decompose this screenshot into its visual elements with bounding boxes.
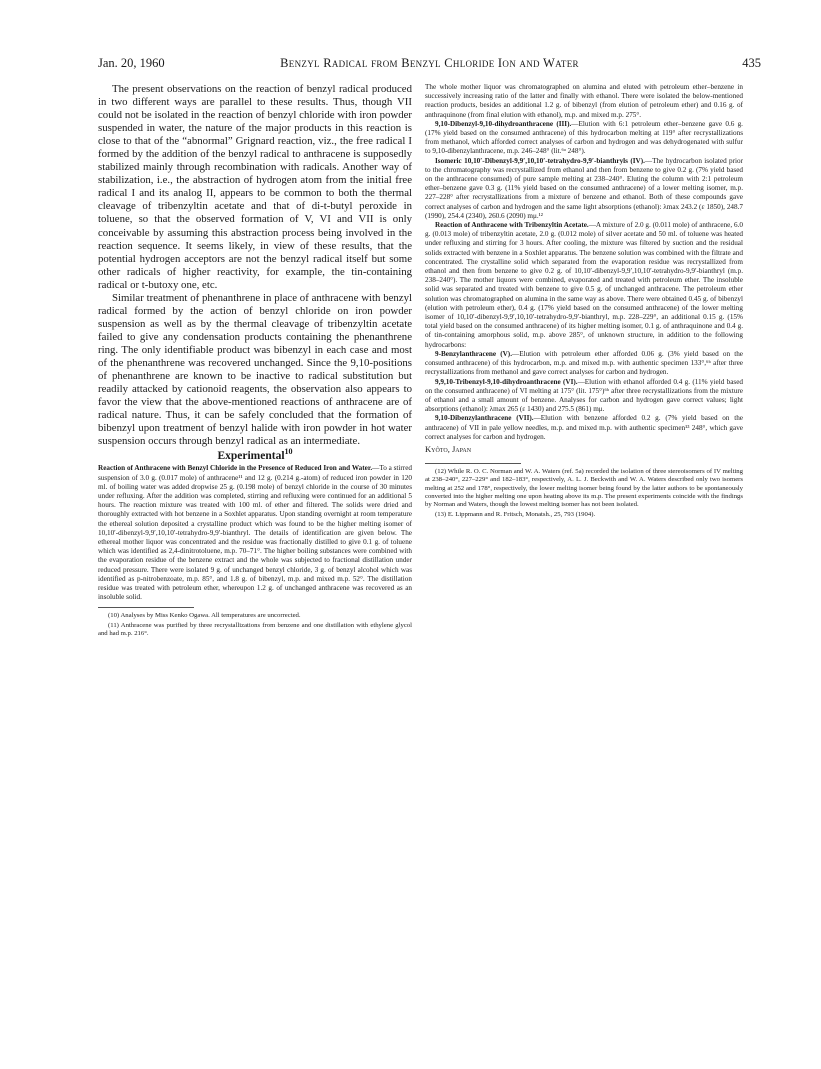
compound-paragraph [425,378,743,415]
compound-paragraph [425,157,743,221]
compound-heading: 9-Benzylanthracene (V). [435,349,512,358]
footnote-divider [98,607,194,608]
experimental-heading-text: Experimental [217,450,285,463]
footnote: (11) Anthracene was purified by three recrystallizations from benzene and one distillation with ethylene glycol and had m.p. 216°. [98,621,412,637]
procedure-paragraph: The whole mother liquor was chromatographed on alumina and eluted with petroleum ether–benzene in successively increasing ratio of the latter and finally with ethanol. There were isolated the below-mentioned reaction products, besides an additional 1.2 g. of bibenzyl (from elution of petroleum ether) and 0.16 g. of anthraquinone (from final elution with ethanol), m.p. and mixed m.p. 275°. [425,83,743,119]
footnotes [425,468,743,519]
procedure-paragraph [425,221,743,350]
procedure-text: —To a stirred suspension of 3.0 g. (0.017 mole) of anthracene¹¹ and 12 g. (0.214 g.-atom) of reduced iron powder in 120 ml. of boiling water was added dropwise 25 g. (0.198 mole) of benzyl chloride in the course of 30 minutes under refluxing. After the addition was completed, stirring and refluxing were continued for an additional 5 hours. The reaction mixture was treated with 100 ml. of ether and filtered. The solids were dried and thoroughly extracted with hot benzene in a Soxhlet apparatus. Upon standing overnight at room temperature the ethereal solution deposited a crystalline product which was found to be the higher melting isomer of 10,10′-dibenzyl-9,9′,10,10′-tetrahydro-9,9′-bianthryl. The details of identification are given below. The ethereal mother liquor was concentrated and the residue was fractionally distilled to give 0.1 g. of toluene which was identified as 2,4-dinitrotoluene, m.p. 70–71°. The higher boiling substances were combined with the evaporation residue of the benzene extract and the whole was subjected to fractional distillation under reduced pressure. There were isolated 9 g. of unchanged benzyl chloride, 3 g. of benzyl alcohol which was identified as p-nitrobenzoate, m.p. 85°, and 1.8 g. of bibenzyl, m.p. and mixed m.p. 52°. The distillation residue was treated with petroleum ether, whereupon 1.2 g. of unchanged anthracene was recovered as an insoluble solid. [98,464,412,602]
compound-text: —Elution with benzene afforded 0.2 g. (7% yield based on the anthracene) of VII in pale yellow needles, m.p. and mixed m.p. with authentic specimen¹³ 248°, which gave correct analyses for carbon and hydrogen. [425,414,744,441]
compound-heading: 9,10-Dibenzylanthracene (VII). [435,414,534,423]
body-paragraph: The present observations on the reaction of benzyl radical produced in two different ways are parallel to these results. Thus, though VII could not be isolated in the reaction of benzyl chloride with iron powder suspended in water, the nature of the major products in this reaction is close to that of the “abnormal” Grignard reaction, viz., the free radical I formed by the addition of the benzyl radical to anthracene is supposedly stabilized mainly through recombination with radicals. Another way of stabilization, i.e., the abstraction of hydrogen atom from the initial free radical I and its analog II, appears to be common to both the thermal cleavage of tribenzyltin acetate and that of di-t-butyl peroxide in toluene, so that the observed formation of V, VI and VII is only conceivable by assuming this abstraction process being involved in the reaction sequence. It seems likely, in view of these results, that the potential hydrogen acceptors are not the benzyl radical itself but some other radicals of higher reactivity, for example, the tin-containing radical or t-butoxy one, etc. [98,83,412,291]
running-title: Benzyl Radical from Benzyl Chloride Ion and Water [280,56,579,70]
compound-text: —The hydrocarbon isolated prior to the chromatography was recrystallized from ethanol and then from benzene to give 0.2 g. (7% yield based on the anthracene consumed) of pure sample melting at 238–240°. Eluting the column with 2:1 petroleum ether–benzene gave 0.3 g. (11% yield based on the consumed anthracene) of a lower melting isomer, m.p. 227–228° after recrystallizations from a mixture of benzene and ethanol. Both of these compounds gave correct analyses of carbon and hydrogen and the same light absorptions (ethanol): λmax 243.2 (ε 1850), 248.7 (1990), 254.4 (2340), 260.6 (2090) mμ.¹² [425,156,743,220]
footnotes [98,612,412,638]
experimental-section-continued [425,83,743,454]
compound-paragraph [425,350,743,378]
compound-heading: 9,9,10-Tribenzyl-9,10-dihydroanthracene (VI). [435,377,578,386]
footnote-divider [425,463,521,464]
procedure-heading: Reaction of Anthracene with Tribenzyltin Acetate. [435,221,589,230]
footnote: (13) E. Lippmann and R. Fritsch, Monatsh., 25, 793 (1904). [435,510,596,518]
procedure-paragraph [98,464,412,602]
page-number: 435 [742,56,761,70]
experimental-heading [98,447,412,463]
body-paragraph: Similar treatment of phenanthrene in place of anthracene with benzyl radical formed by the action of benzyl chloride on iron powder suspension as well as by the thermal cleavage of tribenzyltin acetate failed to give any condensation products containing the phenanthrene ring. The only identifiable product was bibenzyl in each case and most of the phenanthrene was recovered unchanged. Since the 9,10-positions of phenanthrene are known to be inactive to radical substitution but readily attacked by cationoid reagents, the observation also appears to favor the view that the above-mentioned reactions of anthracene are of radical nature. Thus, it can be safely concluded that the formation of bibenzyl upon treatment of benzyl halide with iron powder in hot water suspension occurs through benzyl radical as an intermediate. [98,291,412,448]
affiliation: Kyôto, Japan [425,443,472,454]
compound-text: —Elution with ethanol afforded 0.4 g. (11% yield based on the consumed anthracene) of VI melting at 175° (lit. 175°)⁶ᵇ after three recrystallizations from the mixture of ethanol and a small amount of benzene. Analyses for carbon and hydrogen gave correct values; light absorptions (ethanol): λmax 265 (ε 1430) and 275.5 (861) mμ. [425,377,743,414]
compound-heading: Isomeric 10,10′-Dibenzyl-9,9′,10,10′-tetrahydro-9,9′-bianthryls (IV). [435,156,645,165]
procedure-heading: Reaction of Anthracene with Benzyl Chloride in the Presence of Reduced Iron and Water. [98,464,373,473]
footnote-ref: 10 [284,447,293,457]
running-head [98,56,761,76]
right-column [425,83,743,520]
compound-text: —Elution with 6:1 petroleum ether–benzene gave 0.6 g. (17% yield based on the consumed anthracene) of this hydrocarbon melting at 119° after recrystallizations from methanol, which afforded correct analyses of carbon and hydrogen and was dehydrogenated with sulfur to 9,10-dibenzylanthracene, m.p. 246–248° (lit.⁶ᵃ 248°). [425,119,743,156]
procedure-text: —A mixture of 2.0 g. (0.011 mole) of anthracene, 6.0 g. (0.013 mole) of tribenzyltin acetate, 2.0 g. (0.012 mole) of silver acetate and 50 ml. of toluene was heated under refluxing and stirring for 3 hours. After cooling, the mixture was filtered by suction and the residual solids extracted with benzene in a Soxhlet apparatus. The benzene solution was combined with the filtrate and concentrated. The crystalline solid which separated from the evaporation residue was recrystallized from ethanol and then from benzene to give 0.2 g. of 10,10′-dibenzyl-9,9′,10,10′-tetrahydro-9,9′-bianthryl (m.p. 238–240°). The mother liquors were combined, evaporated and treated with petroleum ether. The insoluble solid was separated and treated with benzene to give 0.5 g. of unchanged anthracene. The petroleum ether solution was chromatographed on alumina in the same way as above. There were obtained 0.45 g. of bibenzyl (elution with petroleum ether), 0.4 g. (17% yield based on the consumed anthracene) of the lower melting isomer of 10,10′-dibenzyl-9,9′,10,10′-tetrahydro-9,9′-bianthryl, m.p. 228–229°, an additional 0.15 g. (15% total yield based on the consumed anthracene) of its higher melting isomer, 0.1 g. of anthraquinone and 0.4 g. of tin-containing amorphous solid, m.p. above 285°, of unknown structure, in addition to the following hydrocarbons: [425,221,743,349]
compound-heading: 9,10-Dibenzyl-9,10-dihydroanthracene (III). [435,119,572,128]
left-column [98,83,412,639]
footnote: (10) Analyses by Miss Kenko Ogawa. All temperatures are uncorrected. [108,612,301,620]
footnote: (12) While R. O. C. Norman and W. A. Waters (ref. 5a) recorded the isolation of three stereoisomers of IV melting at 238–240°, 227–229° and 182–183°, respectively, A. L. J. Beckwith and W. A. Waters described only two isomers melting at 252 and 178°, respectively, the lower melting isomer being found by the latter authors to be spontaneously converted into the higher melting one upon heating above its m.p. The present experiments coincide with the findings by Norman and Waters, though the lowest melting isomer has not been isolated. [425,468,743,509]
compound-paragraph [425,414,743,442]
compound-text: —Elution with petroleum ether afforded 0.06 g. (3% yield based on the consumed anthracene) of this hydrocarbon, m.p. and mixed m.p. with authentic specimen 133°,⁶ᵇ after three recrystallizations from methanol and gave correct analyses for carbon and hydrogen. [425,349,743,377]
experimental-section [98,464,412,602]
issue-date: Jan. 20, 1960 [98,56,165,70]
compound-paragraph [425,120,743,157]
